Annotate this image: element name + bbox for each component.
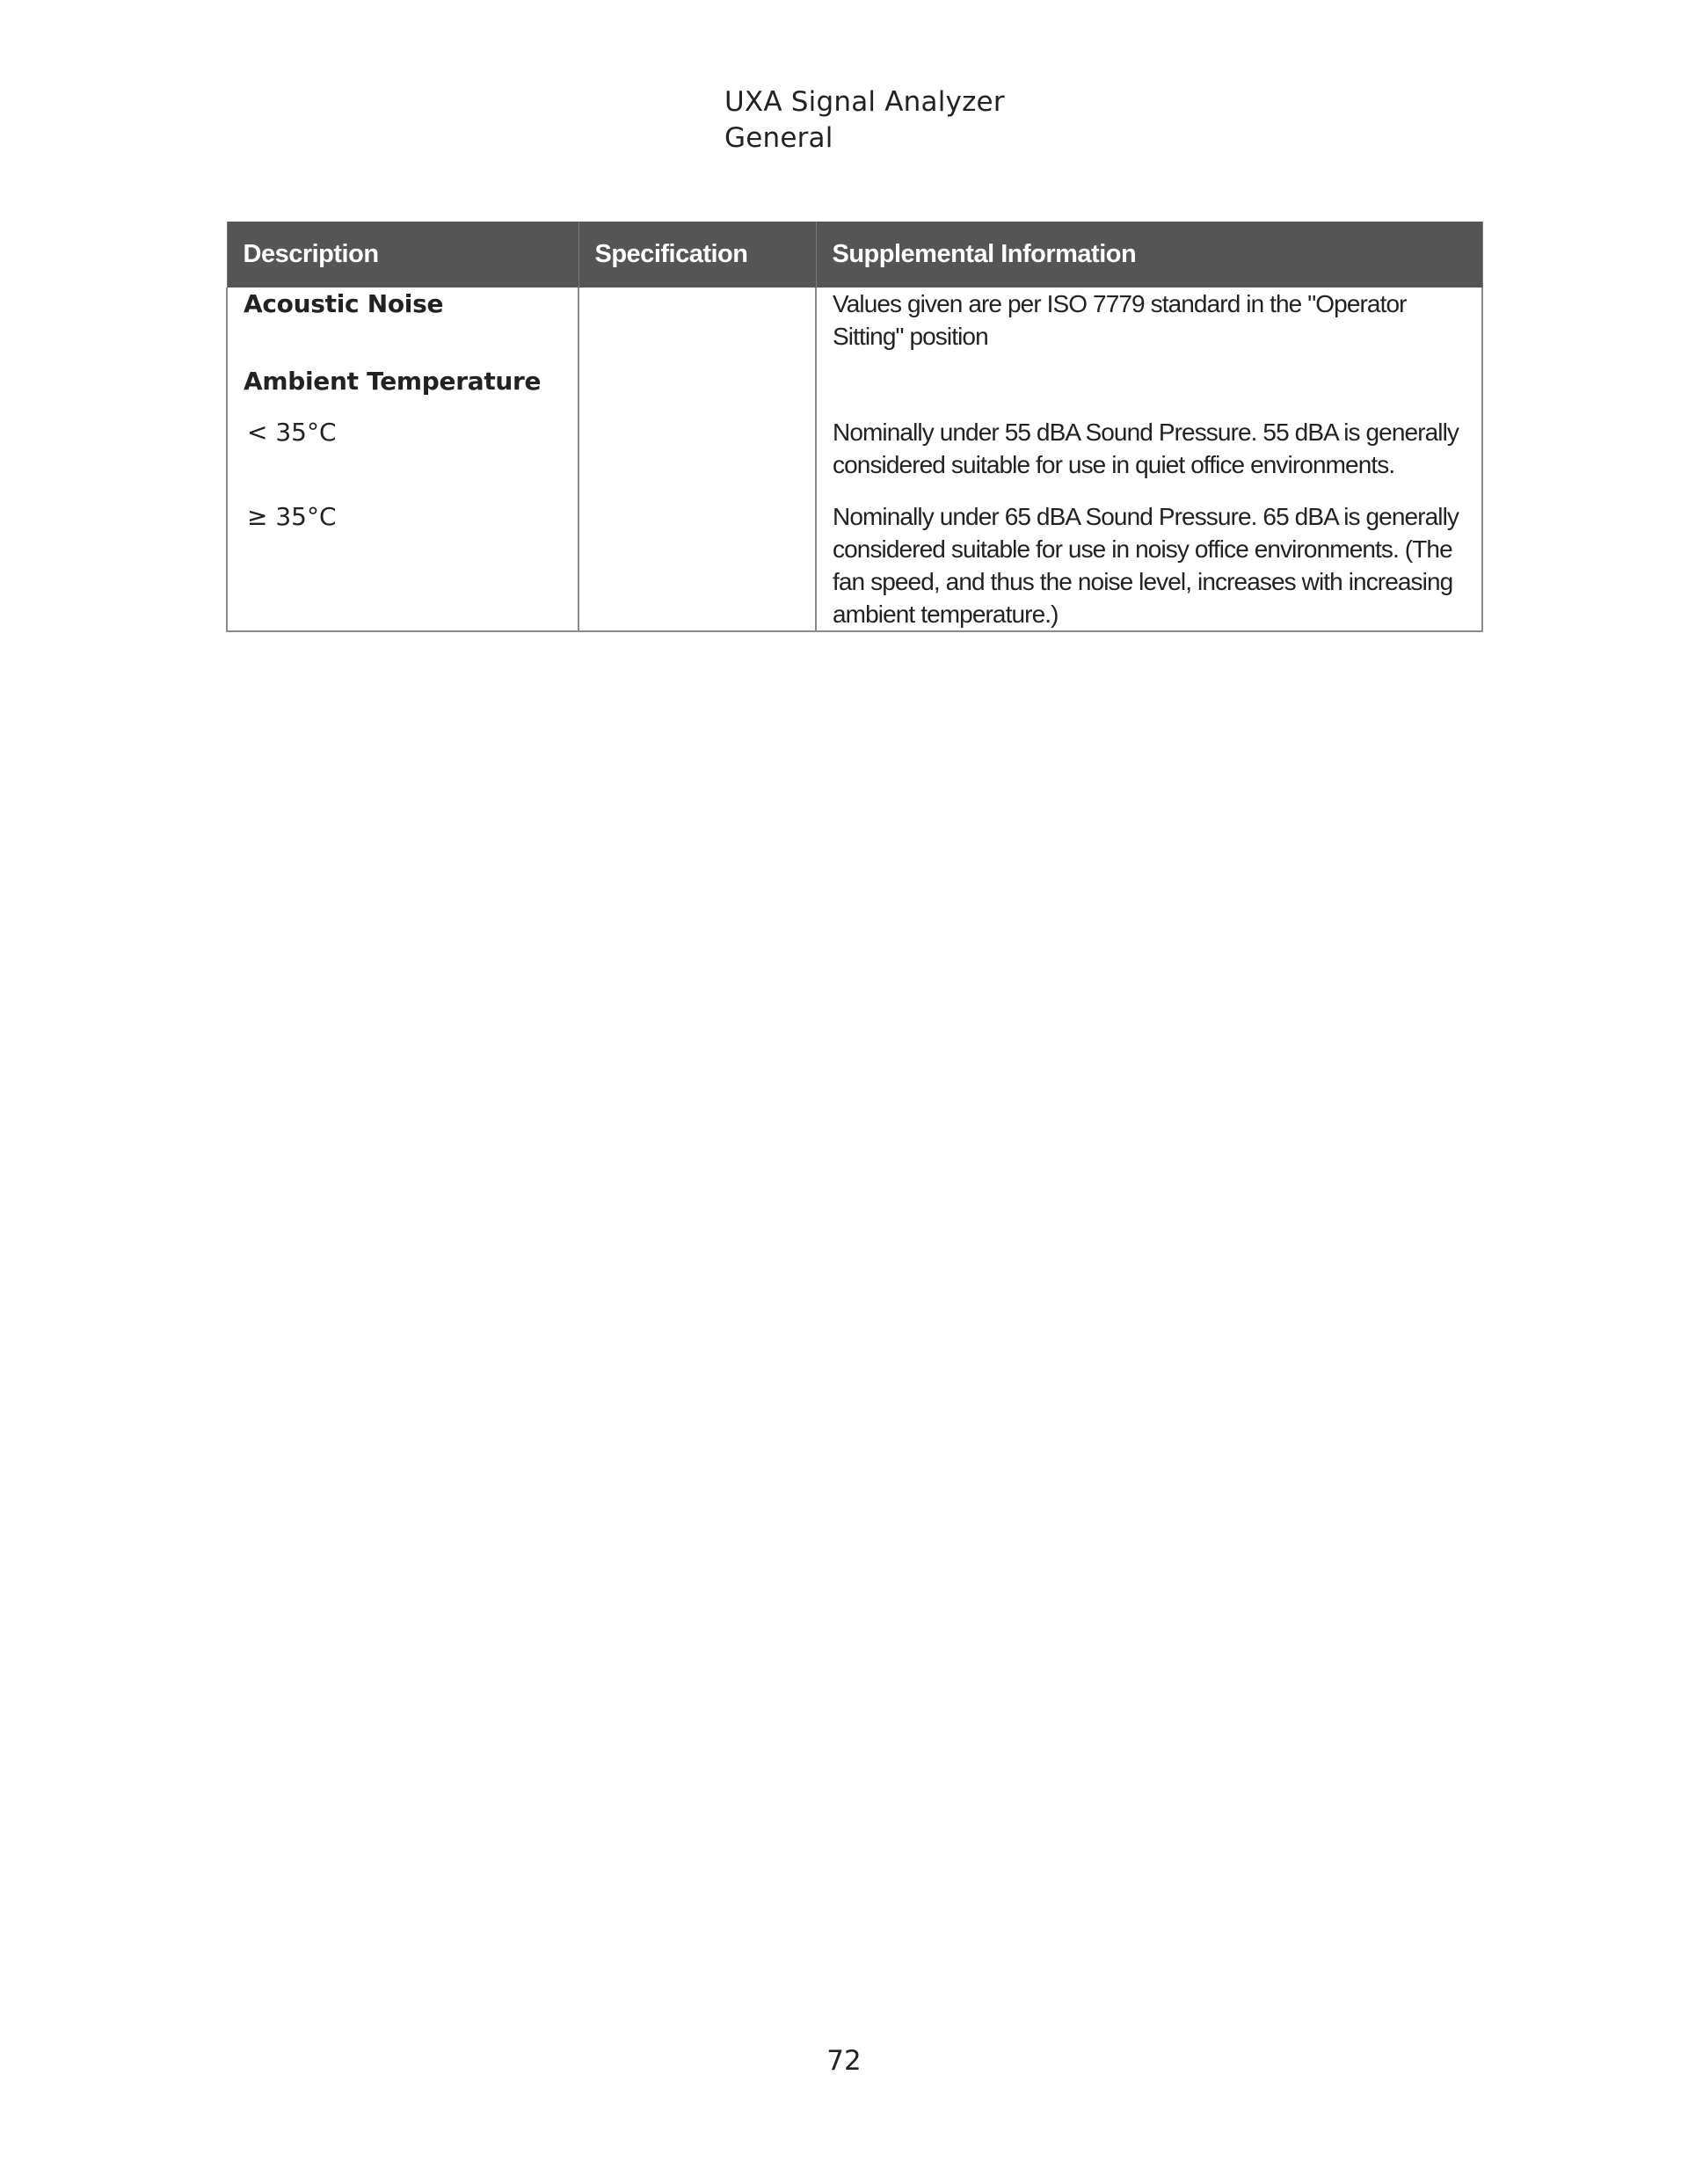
specification-table bbox=[226, 222, 1483, 632]
row-supplemental: Nominally under 55 dBA Sound Pressure. 55 dBA is generally considered suitable for use in quiet office environments. bbox=[816, 416, 1482, 500]
row-supplemental: Values given are per ISO 7779 standard in the "Operator Sitting" position bbox=[816, 288, 1482, 365]
table-row bbox=[227, 500, 1482, 631]
row-specification bbox=[578, 500, 816, 631]
page-number: 72 bbox=[826, 2045, 862, 2077]
column-header-supplemental: Supplemental Information bbox=[816, 222, 1482, 288]
column-header-specification: Specification bbox=[578, 222, 816, 288]
table-header-row bbox=[227, 222, 1482, 288]
table-row bbox=[227, 288, 1482, 365]
section-title: General bbox=[724, 122, 833, 154]
document-title: UXA Signal Analyzer bbox=[724, 86, 1005, 118]
row-specification bbox=[578, 365, 816, 416]
page-header bbox=[724, 84, 1005, 157]
row-description: Ambient Temperature bbox=[227, 365, 578, 416]
table-row bbox=[227, 365, 1482, 416]
row-description: ≥ 35°C bbox=[227, 500, 578, 631]
row-description: Acoustic Noise bbox=[227, 288, 578, 365]
column-header-description: Description bbox=[227, 222, 578, 288]
row-supplemental bbox=[816, 365, 1482, 416]
row-description: < 35°C bbox=[227, 416, 578, 500]
row-specification bbox=[578, 416, 816, 500]
table-row bbox=[227, 416, 1482, 500]
row-specification bbox=[578, 288, 816, 365]
row-supplemental: Nominally under 65 dBA Sound Pressure. 65 dBA is generally considered suitable for use in noisy office environments. (The fan speed, and thus the noise level, increases with increasing ambient temperature.) bbox=[816, 500, 1482, 631]
